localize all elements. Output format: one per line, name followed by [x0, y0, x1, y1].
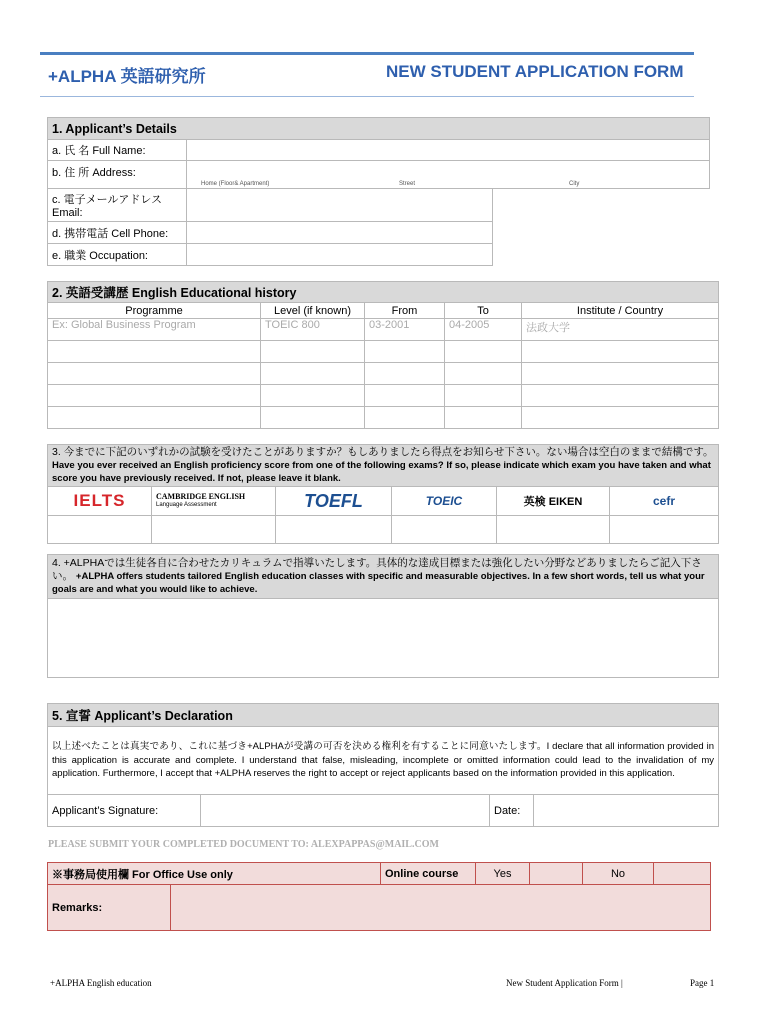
section-2-title: 2. 英語受講歴 English Educational history: [48, 282, 719, 303]
table-row[interactable]: [48, 385, 719, 407]
exam-score-table: [47, 444, 719, 544]
occupation-field[interactable]: [187, 244, 493, 266]
example-level: TOEIC 800: [261, 319, 365, 341]
email-field[interactable]: [187, 189, 493, 222]
col-level: Level (if known): [261, 303, 365, 319]
no-checkbox[interactable]: [654, 863, 711, 885]
table-row[interactable]: [48, 363, 719, 385]
section-4-title-ja: 4. +ALPHAでは生徒各自に合わせたカリキュラムで指導いたします。具体的な達成目標または強化したい分野などありましたらご記入下さい。: [52, 557, 702, 582]
section-5-title: 5. 宣誓 Applicant’s Declaration: [48, 704, 719, 727]
section-3-title-ja: 3. 今までに下記のいずれかの試験を受けたことがありますか？もしありましたら得点をお知らせ下さい。ない場合は空白のままで結構です。: [52, 446, 714, 458]
example-to: 04-2005: [445, 319, 522, 341]
page-title: NEW STUDENT APPLICATION FORM: [386, 62, 684, 81]
section-1-title: 1. Applicant’s Details: [48, 118, 710, 140]
full-name-field[interactable]: [187, 140, 710, 161]
yes-label: Yes: [476, 863, 530, 885]
section-3-title-en: Have you ever received an English proficiency score from one of the following exams? If so, please indicate which exam you have taken and what score you have previously received. If not, please leave it blank.: [52, 460, 711, 484]
exam-score-row[interactable]: [48, 516, 719, 544]
eiken-logo: 英検 EIKEN: [523, 496, 583, 508]
cambridge-logo: CAMBRIDGE ENGLISH Language Assessment: [156, 492, 246, 508]
signature-label: Applicant’s Signature:: [48, 795, 201, 827]
table-row[interactable]: [48, 341, 719, 363]
page-number: Page 1: [690, 978, 715, 988]
declaration-table: [47, 703, 719, 827]
office-use-label: ※事務局使用欄 For Office Use only: [48, 863, 381, 885]
footer-middle: New Student Application Form |: [506, 978, 623, 988]
full-name-label: a. 氏 名 Full Name:: [48, 140, 187, 161]
cell-phone-label: d. 携帯電話 Cell Phone:: [48, 222, 187, 244]
remarks-label: Remarks:: [48, 885, 171, 931]
col-from: From: [365, 303, 445, 319]
section-4-title-en: +ALPHA offers students tailored English education classes with specific and measurable objectives. In a few short words, tell us what your goals are and what you would like to achieve.: [52, 571, 705, 595]
applicant-contact-table: [47, 188, 493, 266]
col-programme: Programme: [48, 303, 261, 319]
brand-logo-text: +ALPHA 英語研究所: [48, 67, 206, 86]
cell-phone-field[interactable]: [187, 222, 493, 244]
address-field[interactable]: [187, 161, 710, 189]
declaration-text: 以上述べたことは真実であり、これに基づき+ALPHAが受講の可否を決める権利を有することに同意いたします。I declare that all information provided in this application is accurate and complete. I understand that false, misleading, incomplete or omitted information could lead to the invalidation of my application. Furthermore, I accept that +ALPHA reserves the right to accept or reject applicants based on the information provided in this application.: [48, 727, 719, 795]
example-institute: 法政大学: [522, 319, 719, 341]
header-bottom-rule: [40, 96, 694, 97]
signature-field[interactable]: [201, 795, 490, 827]
toeic-logo: TOEIC: [425, 494, 463, 508]
example-from: 03-2001: [365, 319, 445, 341]
example-programme: Ex: Global Business Program: [48, 319, 261, 341]
date-label: Date:: [490, 795, 534, 827]
no-label: No: [583, 863, 654, 885]
col-institute: Institute / Country: [522, 303, 719, 319]
toefl-logo: TOEFL: [304, 490, 363, 511]
ielts-logo: IELTS: [73, 491, 126, 510]
footer-left: +ALPHA English education: [50, 978, 152, 988]
yes-checkbox[interactable]: [530, 863, 583, 885]
col-to: To: [445, 303, 522, 319]
occupation-label: e. 職業 Occupation:: [48, 244, 187, 266]
submit-note: PLEASE SUBMIT YOUR COMPLETED DOCUMENT TO: ALEXPAPPAS@MAIL.COM: [48, 839, 439, 850]
address-label: b. 住 所 Address:: [48, 161, 187, 189]
goals-table: [47, 554, 719, 678]
email-label: c. 電子メールアドレス Email:: [48, 189, 187, 222]
cefr-logo: cefr: [652, 494, 675, 508]
address-hint-home: Home (Floor& Apartment): [201, 181, 270, 187]
education-history-table: [47, 281, 719, 429]
office-use-table: [47, 862, 711, 931]
address-hint-street: Street: [399, 181, 416, 187]
online-course-label: Online course: [381, 863, 476, 885]
table-row[interactable]: [48, 407, 719, 429]
header-top-rule: [40, 52, 694, 55]
applicant-details-table: [47, 117, 710, 189]
remarks-field[interactable]: [171, 885, 711, 931]
address-hint-city: City: [569, 181, 580, 187]
date-field[interactable]: [534, 795, 719, 827]
goals-field[interactable]: [48, 599, 719, 678]
